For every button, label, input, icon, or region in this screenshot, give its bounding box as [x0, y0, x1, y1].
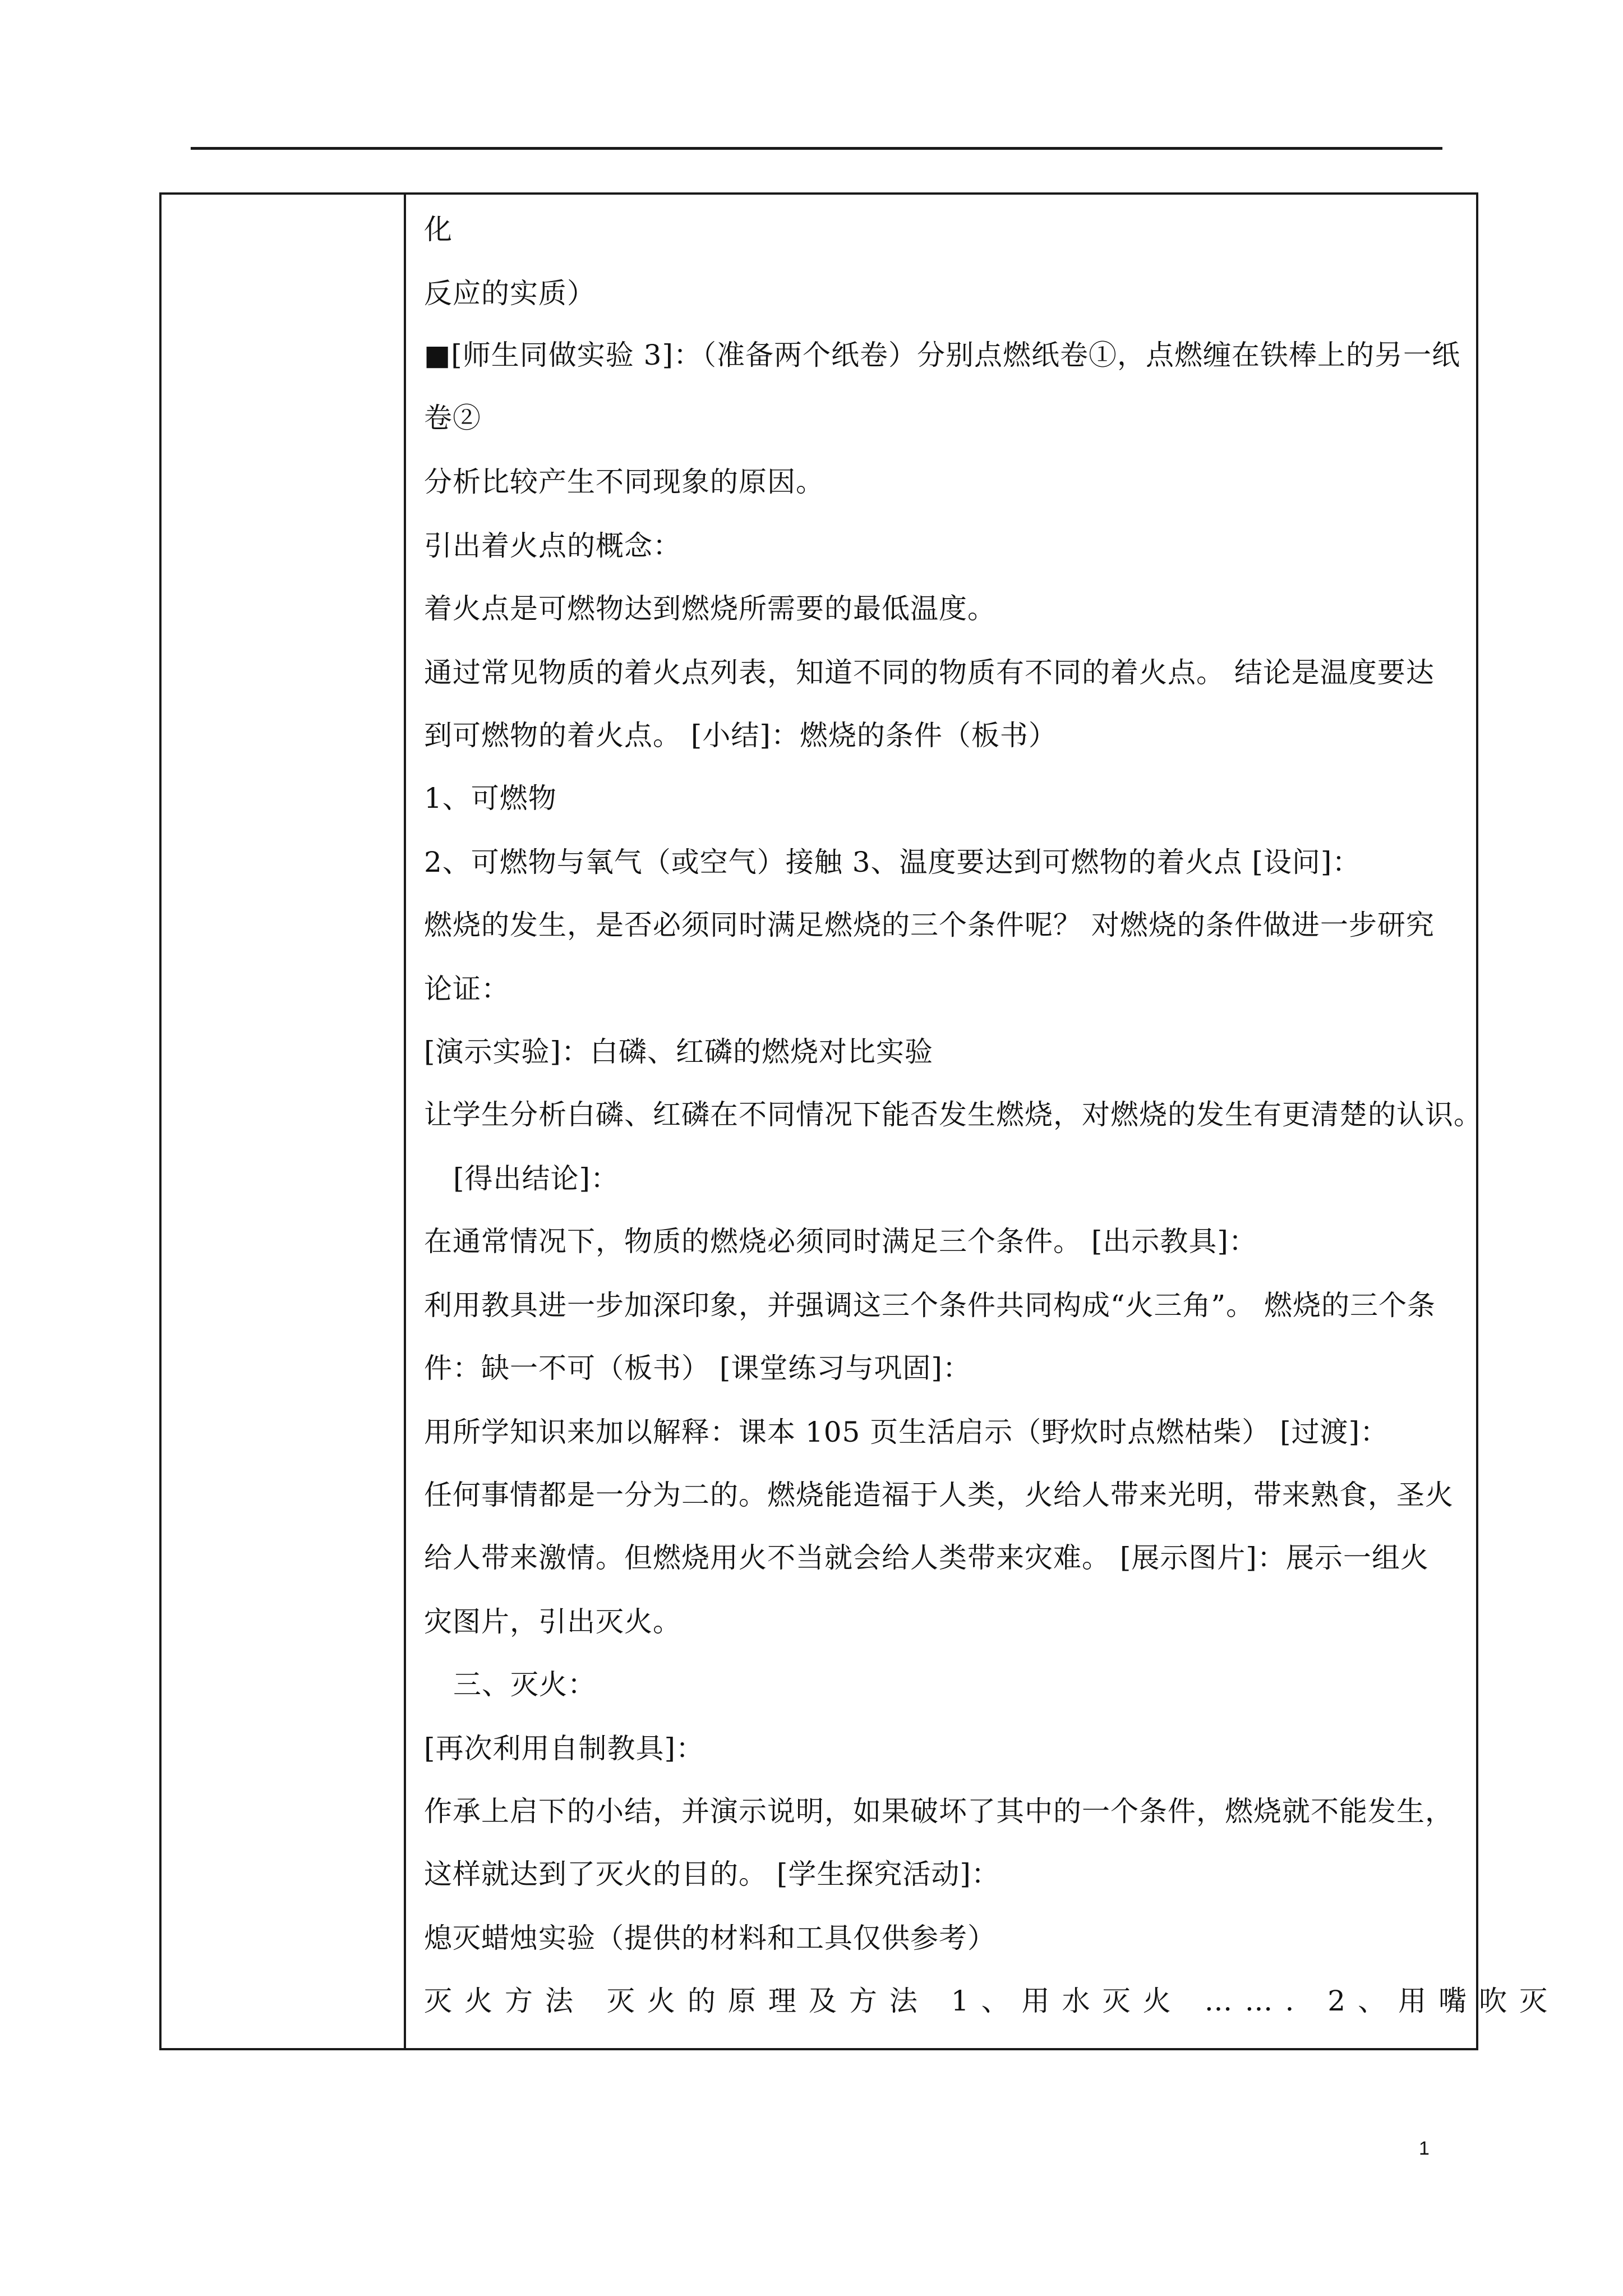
text-line: 反应的实质）	[424, 277, 596, 310]
text-line: 论证：	[424, 973, 510, 1005]
section-heading: 三、灭火：	[453, 1668, 596, 1701]
text-line: ■[师生同做实验 3]：（准备两个纸卷）分别点燃纸卷①，点燃缠在铁棒上的另一纸	[424, 339, 1460, 371]
table-left-column	[162, 195, 404, 2048]
text-line: [演示实验]：白磷、红磷的燃烧对比实验	[424, 1036, 934, 1068]
text-line: [再次利用自制教具]：	[424, 1732, 705, 1765]
text-line: 到可燃物的着火点。 [小结]：燃烧的条件（板书）	[424, 719, 1057, 752]
table-column-divider	[404, 195, 406, 2048]
text-line: 1、可燃物	[424, 782, 557, 815]
text-line: [得出结论]：	[453, 1162, 620, 1195]
text-line: 在通常情况下，物质的燃烧必须同时满足三个条件。 [出示教具]：	[424, 1225, 1257, 1258]
text-line: 利用教具进一步加深印象，并强调这三个条件共同构成“火三角”。 燃烧的三个条	[424, 1289, 1436, 1322]
text-line: 件：缺一不可（板书） [课堂练习与巩固]：	[424, 1352, 971, 1384]
text-line: 灾图片，引出灭火。	[424, 1605, 681, 1638]
text-line: 任何事情都是一分为二的。燃烧能造福于人类，火给人带来光明，带来熟食，圣火	[424, 1479, 1454, 1511]
text-line: 让学生分析白磷、红磷在不同情况下能否发生燃烧，对燃烧的发生有更清楚的认识。	[424, 1098, 1482, 1131]
text-line: 用所学知识来加以解释：课本 105 页生活启示（野炊时点燃枯柴） [过渡]：	[424, 1416, 1389, 1448]
page-number: 1	[1419, 2138, 1430, 2159]
text-line: 灭火方法 灭火的原理及方法 1、用水灭火 ……. 2、用嘴吹灭	[424, 1985, 1560, 2017]
text-line: 给人带来激情。但燃烧用火不当就会给人类带来灾难。 [展示图片]：展示一组火	[424, 1542, 1429, 1574]
text-line: 化	[424, 213, 453, 246]
lesson-table	[159, 192, 1560, 2050]
header-rule	[191, 147, 1442, 150]
text-line: 卷②	[424, 402, 481, 434]
text-line: 分析比较产生不同现象的原因。	[424, 466, 824, 498]
text-line: 熄灭蜡烛实验（提供的材料和工具仅供参考）	[424, 1922, 996, 1954]
text-line: 通过常见物质的着火点列表，知道不同的物质有不同的着火点。 结论是温度要达	[424, 656, 1435, 689]
text-line: 这样就达到了灭火的目的。 [学生探究活动]：	[424, 1858, 1000, 1890]
text-line: 引出着火点的概念：	[424, 530, 681, 562]
text-line: 2、可燃物与氧气（或空气）接触 3、温度要达到可燃物的着火点 [设问]：	[424, 846, 1361, 878]
text-line: 燃烧的发生，是否必须同时满足燃烧的三个条件呢？ 对燃烧的条件做进一步研究	[424, 909, 1435, 941]
text-line: 作承上启下的小结，并演示说明，如果破坏了其中的一个条件，燃烧就不能发生，	[424, 1795, 1454, 1828]
text-line: 着火点是可燃物达到燃烧所需要的最低温度。	[424, 592, 996, 625]
